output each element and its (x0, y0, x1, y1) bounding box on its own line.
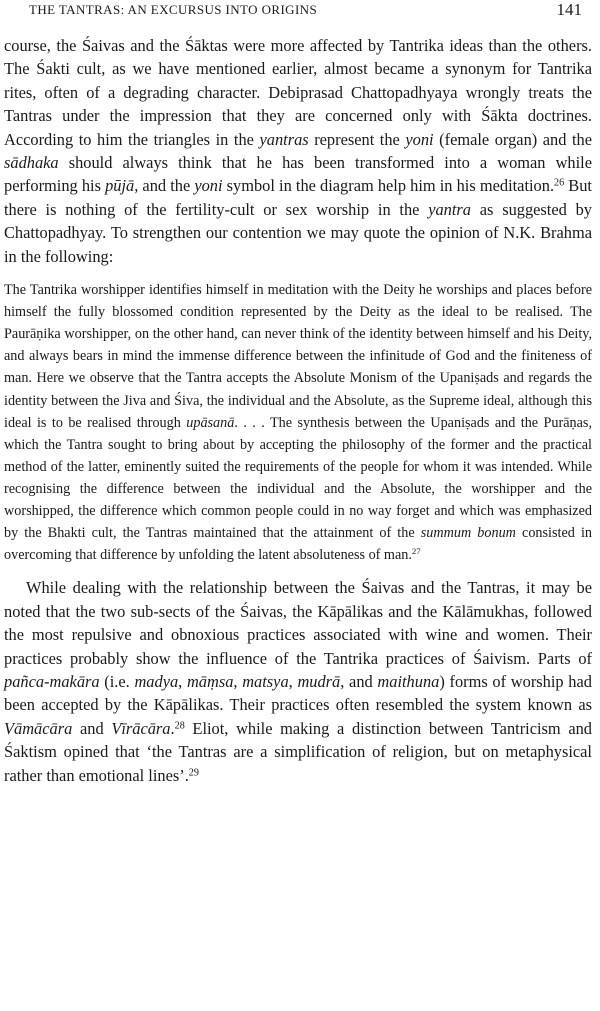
text-run: course, the Śaivas and the Śāktas were more affected by Tantrika ideas than the others. The Śakti cult, as we have mentioned earlier, almost became a synonym for Tantrika rites, often of a degrading character. Debiprasad Chattopadhyaya wrongly treats the Tantras under the impression that they are concerned only with Śākta doctrines. According to him the triangles in the (4, 36, 592, 149)
italic-term: maithuna (377, 671, 440, 691)
text-run: (female organ) and the (433, 129, 592, 149)
text-run: . . . . The synthesis between the Upaniṣads and the Purāṇas, which the Tantra sought to bring about by accepting the philosophy of the former and the practical method of the latter, eminently suited the requirements of the people for whom it was intended. While recognising the difference between the individual and the Absolute, the worshipper and the worshipped, the difference which common people could in no way forget and which was emphasized by the Bhakti cult, the Tantras maintained that the attainment of the (4, 414, 592, 542)
text-run: represent the (308, 129, 406, 149)
text-run: , (178, 671, 187, 691)
italic-term: matsya (242, 671, 289, 691)
footnote-ref: 26 (554, 177, 565, 189)
text-run: consisted in overcoming that difference by unfolding the latent absoluteness of man. (4, 525, 592, 564)
italic-term: madya (134, 671, 179, 691)
text-run: , and the (134, 176, 195, 196)
running-head (4, 0, 592, 22)
italic-term: yantras (259, 129, 309, 149)
text-run: (i.e. (99, 671, 135, 691)
footnote-ref: 29 (188, 766, 199, 778)
footnote-ref: 28 (174, 720, 185, 732)
italic-term: yantra (428, 199, 471, 219)
text-run: as suggested by Chattopadhyay. To strengthen our contention we may quote the opinion of N.K. Brahma in the following: (4, 199, 592, 266)
text-run: , and (340, 671, 378, 691)
italic-term: Vīrācāra (111, 718, 171, 738)
text-run: should always think that he has been transformed into a woman while performing his (4, 153, 592, 196)
page-number: 141 (556, 0, 582, 19)
text-run: ) forms of worship had been accepted by the Kāpālikas. Their practices often resembled the system known as (4, 671, 592, 715)
running-title: THE TANTRAS: AN EXCURSUS INTO ORIGINS (29, 2, 318, 17)
italic-term: mudrā (297, 671, 341, 691)
text-run: While dealing with the relationship between the Śaivas and the Tantras, it may be noted that the two sub-sects of the Śaivas, the Kāpālikas and the Kālāmukhas, followed the most repulsive and obnoxious practices associated with wine and women. Their practices probably show the influence of the Tantrika practices of Śaivism. Parts of (4, 578, 592, 668)
italic-term: yoni (405, 129, 434, 149)
italic-term: Vāmācāra (4, 718, 73, 738)
text-run: and (72, 718, 112, 738)
body-paragraph-2 (4, 576, 592, 787)
italic-term: sādhaka (4, 153, 59, 173)
body-paragraph-1 (4, 34, 592, 268)
italic-term: māṃsa (186, 671, 234, 691)
text-run: , (233, 671, 243, 691)
block-quote (4, 279, 592, 566)
italic-term: upāsanā (186, 414, 235, 431)
italic-term: summum bonum (420, 525, 516, 542)
italic-term: pañca-makāra (4, 671, 100, 691)
text-run: symbol in the diagram help him in his meditation. (222, 176, 555, 196)
text-run: But there is nothing of the fertility-cult or sex worship in the (4, 176, 592, 219)
footnote-ref: 27 (411, 546, 421, 557)
text-run: , (288, 671, 298, 691)
italic-term: yoni (194, 176, 223, 196)
text-run: The Tantrika worshipper identifies himself in meditation with the Deity he worships and places before himself the fully blossomed condition represented by the Deity as the ideal to be realised. The Paurāṇika worshipper, on the other hand, can never think of the identity between himself and his Deity, and always bears in mind the immense difference between the infinitude of God and the finiteness of man. Here we observe that the Tantra accepts the Absolute Monism of the Upaniṣads and regards the identity between the Jiva and Śiva, the individual and the Absolute, as the Supreme ideal, although this ideal is to be realised through (4, 282, 592, 431)
text-run: . (170, 718, 175, 738)
italic-term: pūjā (105, 176, 135, 196)
text-run: Eliot, while making a distinction between Tantricism and Śaktism opined that ‘the Tantras are a simplification of religion, but on metaphysical rather than emotional lines’. (4, 718, 592, 785)
